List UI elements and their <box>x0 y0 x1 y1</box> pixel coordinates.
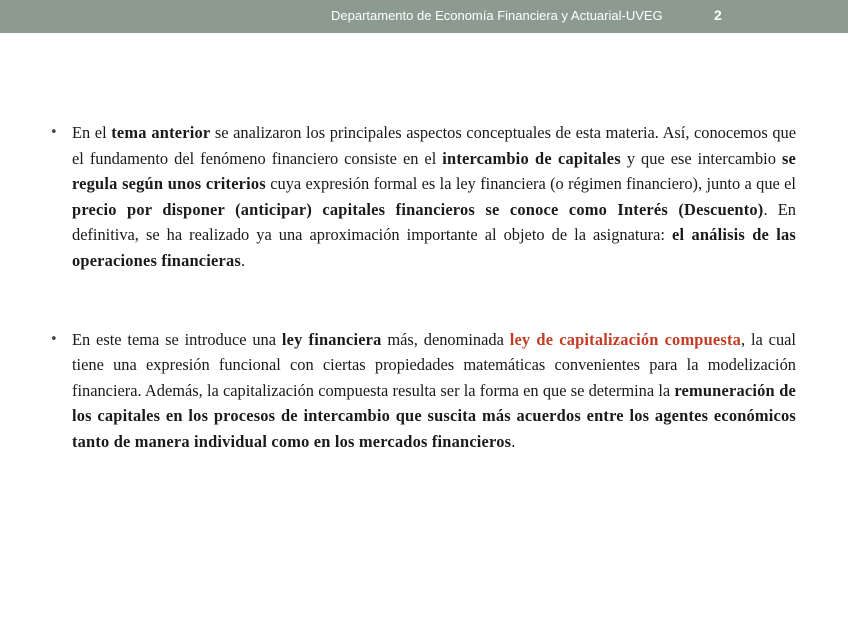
bullet-icon: • <box>50 125 58 140</box>
header-bar <box>0 0 848 33</box>
paragraph-text <box>72 330 796 451</box>
body-text: . En definitiva, se ha realizado ya una aproximación importante al objeto de la asignatura: <box>72 199 796 245</box>
page-number: 2 <box>714 7 722 23</box>
bullet-paragraph-2 <box>50 327 796 455</box>
bullet-paragraph-1 <box>50 120 796 274</box>
bullet-icon: • <box>50 331 58 347</box>
body-text: . <box>240 250 246 270</box>
bold-text: tema anterior <box>111 123 211 142</box>
body-text: . <box>511 431 516 451</box>
bold-text: se regula según unos criterios <box>72 148 797 194</box>
body-text: En el <box>72 123 112 142</box>
slide-content <box>50 120 796 455</box>
body-text: más, denominada <box>381 329 510 349</box>
header-title: Departamento de Economía Financiera y Actuarial-UVEG <box>331 8 663 23</box>
body-text: y que ese intercambio <box>620 148 782 168</box>
bold-text: intercambio de capitales <box>442 148 621 168</box>
highlighted-term: ley de capitalización compuesta <box>509 329 742 349</box>
body-text: cuya expresión formal es la ley financiera (o régimen financiero), junto a que el <box>265 174 796 194</box>
body-text: En este tema se introduce una <box>72 329 282 349</box>
bold-text: remuneración de los capitales en los procesos de intercambio que suscita más acuerdos entre los agentes económicos tanto de manera individual como en los mercados financieros <box>72 380 796 451</box>
bold-text: precio por disponer (anticipar) capitales financieros se conoce como Interés (Descuento) <box>72 199 764 219</box>
body-text: se analizaron los principales aspectos conceptuales de esta materia. Así, conocemos que el fundamento del fenómeno financiero consiste en el <box>72 123 796 168</box>
bold-text: ley financiera <box>281 329 382 349</box>
bold-text: el análisis de las operaciones financieras <box>72 225 797 270</box>
paragraph-text <box>72 123 796 270</box>
body-text: , la cual tiene una expresión funcional con ciertas propiedades matemáticas convenientes para la modelización financiera. Además, la capitalización compuesta resulta ser la forma en que se determina la <box>72 329 796 400</box>
